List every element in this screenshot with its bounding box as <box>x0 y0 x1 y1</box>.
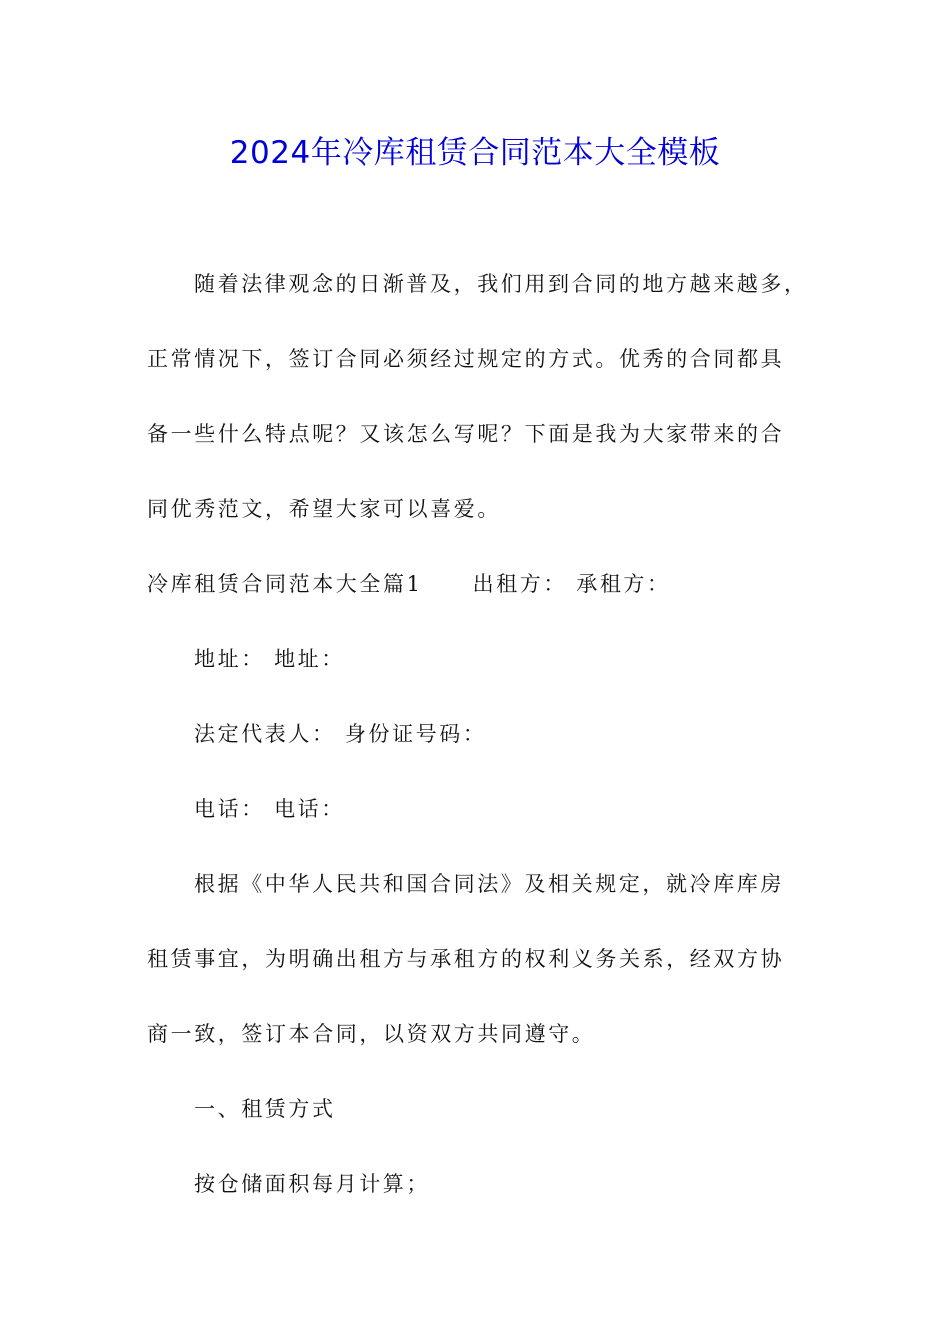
address-line: 地址： 地址： <box>194 647 345 671</box>
parties-text: 出租方： 承租方： <box>472 572 671 596</box>
document-title: 2024年冷库租赁合同范本大全模板 <box>229 135 721 171</box>
intro-line-4: 同优秀范文，希望大家可以喜爱。 <box>147 497 501 521</box>
intro-line-2: 正常情况下，签订合同必须经过规定的方式。优秀的合同都具 <box>147 347 785 371</box>
basis-line-2: 租赁事宜，为明确出租方与承租方的权利义务关系，经双方协 <box>147 947 785 971</box>
basis-line-3: 商一致，签订本合同，以资双方共同遵守。 <box>147 1022 596 1046</box>
phone-line: 电话： 电话： <box>194 797 345 821</box>
section-heading: 冷库租赁合同范本大全篇1 <box>147 572 423 596</box>
representative-line: 法定代表人： 身份证号码： <box>194 722 487 746</box>
basis-line-1: 根据《中华人民共和国合同法》及相关规定，就冷库库房 <box>194 872 784 896</box>
section-heading-line <box>147 566 671 602</box>
clause-1-text: 按仓储面积每月计算； <box>194 1172 430 1196</box>
intro-line-3: 备一些什么特点呢？又该怎么写呢？下面是我为大家带来的合 <box>147 422 785 446</box>
intro-line-1: 随着法律观念的日渐普及，我们用到合同的地方越来越多， <box>194 272 808 296</box>
clause-1-heading: 一、租赁方式 <box>194 1097 336 1121</box>
